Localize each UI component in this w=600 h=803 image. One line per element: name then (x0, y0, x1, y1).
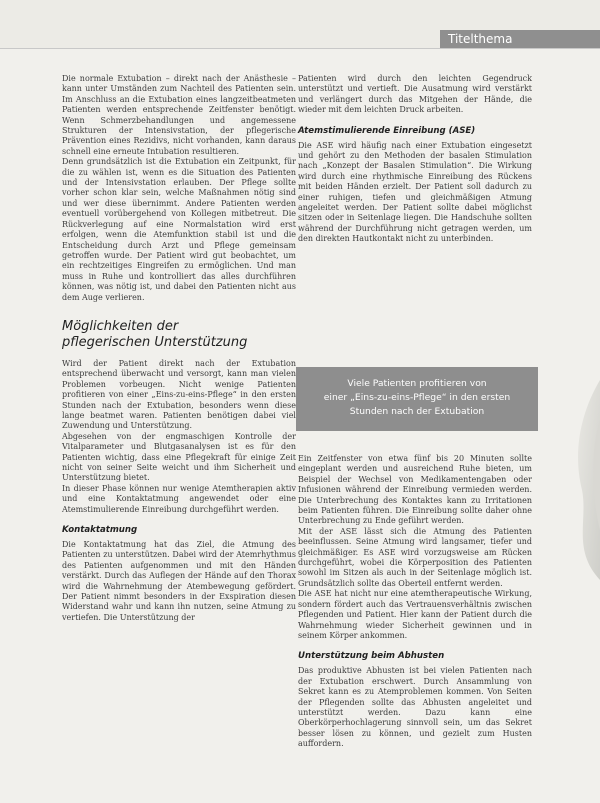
paragraph: Mit der ASE lässt sich die Atmung des Patienten beeinflussen. Seine Atmung wird langsamer, tiefer und gleichmäßiger. Es ASE wird vorzugsweise am Rücken durchgeführt, wobei die Körperposition des Patienten sowohl im Sitzen als auch in der Seitenlage möglich ist. Grundsätzlich sollte das Oberteil entfernt werden. (298, 526, 532, 588)
left-column (62, 74, 296, 623)
paragraph: Abgesehen von der engmaschigen Kontrolle der Vitalparameter und Blutgasanalysen ist es für den Patienten wichtig, dass eine Pflegekraft für einige Zeit nicht von seiner Seite weicht und ihm Sicherheit und Unterstützung bietet. (62, 431, 296, 483)
paragraph: Das produktive Abhusten ist bei vielen Patienten nach der Extubation erschwert. Durch Ansammlung von Sekret kann es zu Atemproblemen kommen. Von Seiten der Pflegenden sollte das Abhusten angeleitet und unterstützt werden. Dazu kann eine Oberkörperhochlagerung sinnvoll sein, um das Sekret besser lösen zu können, und gezielt zum Husten auffordern. (298, 666, 532, 749)
photo-fragment (542, 380, 600, 580)
section-title-tab: Titelthema (440, 30, 600, 48)
subheading-ase: Atemstimulierende Einreibung (ASE) (298, 125, 476, 136)
pull-quote-line: Viele Patienten profitieren von (347, 378, 487, 389)
paragraph: Die ASE wird häufig nach einer Extubation eingesetzt und gehört zu den Methoden der basalen Stimulation nach „Konzept der Basalen Stimulation“. Die Wirkung wird durch eine rhythmische Einreibung des Rückens mit beiden Händen erzielt. Der Patient soll dadurch zu einer ruhigen, tiefen und gleichmäßigen Atmung angeleitet werden. Der Patient sollte dabei möglichst sitzen oder in Seitenlage liegen. Die Handschuhe sollten während der Durchführung nicht getragen werden, um den direkten Hautkontakt nicht zu unterbinden. (298, 140, 532, 244)
paragraph: In dieser Phase können nur wenige Atemtherapien aktiv und eine Kontaktatmung angewendet oder eine Atemstimulierende Einreibung durchgeführt werden. (62, 483, 296, 514)
header-divider (0, 48, 600, 49)
paragraph: Die normale Extubation – direkt nach der Anästhesie – kann unter Umständen zum Nachteil des Patienten sein. Im Anschluss an die Extubation eines langzeitbeatmeten Patienten werden entsprechende Zeitfenster benötigt. Wenn Schmerzbehandlungen und angemessene Strukturen der Intensivstation, der pflegerische Prävention eines Rezidivs, nicht vorhanden, kann daraus schnell eine erneute Intubation resultieren. (62, 74, 296, 156)
paragraph: Patienten wird durch den leichten Gegendruck unterstützt und vertieft. Die Ausatmung wird verstärkt und verlängert durch das Mitgehen der Hände, die wieder mit dem leichten Druck arbeiten. (298, 74, 532, 115)
section-heading: Möglichkeiten der pflegerischen Unterstützung (62, 318, 248, 350)
paragraph: Ein Zeitfenster von etwa fünf bis 20 Minuten sollte eingeplant werden und ausreichend Ruhe bieten, um Beispiel der Wechsel von Medikamentengaben oder Infusionen während der Einreibung vermieden werden. Die Unterbrechung des Kontaktes kann zu Irritationen beim Patienten führen. Die Einreibung sollte daher ohne Unterbrechung zu Ende geführt werden. (298, 454, 532, 526)
paragraph: Wird der Patient direkt nach der Extubation entsprechend überwacht und versorgt, kann man vielen Problemen vorbeugen. Nicht wenige Patienten profitieren von einer „Eins-zu-eins-Pflege“ in den ersten Stunden nach der Extubation, besonders wenn diese lange beatmet waren. Patienten benötigen dabei viel Zuwendung und Unterstützung. (62, 358, 296, 431)
pull-quote-line: einer „Eins-zu-eins-Pflege“ in den ersten (323, 392, 511, 403)
subheading-abhusten: Unterstützung beim Abhusten (298, 651, 445, 662)
paragraph: Die ASE hat nicht nur eine atemtherapeutische Wirkung, sondern fördert auch das Vertrauensverhältnis zwischen Pflegenden und Patient. Hier kann der Patient durch die Wahrnehmung wieder Sicherheit gewinnen und in seinem Körper ankommen. (298, 589, 532, 640)
subheading-kontaktatmung: Kontaktatmung (62, 525, 138, 536)
right-column-top (298, 74, 532, 245)
paragraph: Denn grundsätzlich ist die Extubation ein Zeitpunkt, für die zu wählen ist, wenn es die Situation des Patienten und der Intensivstation erlauben. Der Pflege sollte vorher schon klar sein, welche Maßnahmen nötig sind und wer diese übernimmt. Andere Patienten werden eventuell vorübergehend von Kollegen mitbetreut. Die Rückverlegung auf eine Normalstation wird erst erfolgen, wenn die Atemfunktion stabil ist und die Entscheidung durch Arzt und Pflege gemeinsam getroffen wurde. Der Patient wird gut beobachtet, um ein rechtzeitiges Eingreifen zu ermöglichen. Und man muss in Ruhe und kontrolliert das alles durchführen können, was nötig ist, und dabei den Patienten nicht aus dem Auge verlieren. (62, 157, 296, 302)
right-column-bottom (298, 454, 532, 750)
pull-quote (296, 367, 538, 431)
pull-quote-line: Stunden nach der Extubation (349, 406, 485, 417)
paragraph: Die Kontaktatmung hat das Ziel, die Atmung des Patienten zu unterstützen. Dabei wird der Atemrhythmus des Patienten aufgenommen und mit den Händen verstärkt. Durch das Auflegen der Hände auf den Thorax wird die Wahrnehmung der Atembewegung gefördert. Der Patient nimmt besonders in der Exspiration diesen Widerstand wahr und kann ihn nutzen, seine Atmung zu vertiefen. Die Unterstützung der (62, 540, 296, 622)
